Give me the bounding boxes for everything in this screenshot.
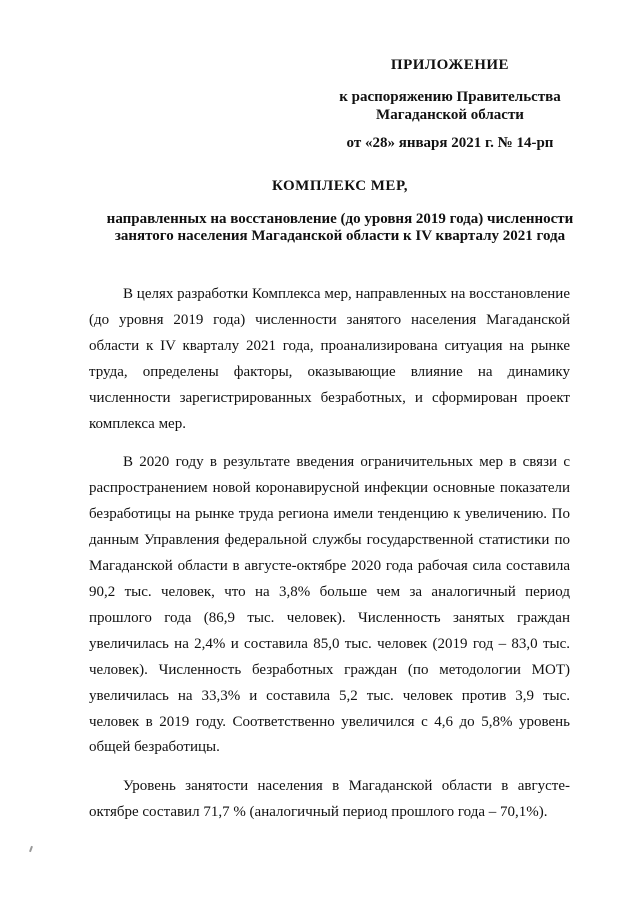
- title-line-2: занятого населения Магаданской области к IV кварталу 2021 года: [114, 228, 566, 244]
- appendix-label: ПРИЛОЖЕНИЕ: [390, 57, 510, 73]
- document-title: [60, 178, 620, 245]
- title-main: КОМПЛЕКС МЕР,: [272, 178, 408, 194]
- paragraph-3: Уровень занятости населения в Магаданской области в августе-октябре составил 71,7 % (аналогичный период прошлого года – 70,1%).: [89, 778, 570, 821]
- title-line-1: направленных на восстановление (до уровня 2019 года) численности: [106, 211, 574, 227]
- order-reference: от «28» января 2021 г. № 14-рп: [346, 135, 554, 151]
- document-body: [89, 282, 570, 839]
- header-line-2: Магаданской области: [376, 107, 524, 123]
- scan-mark: [29, 846, 33, 852]
- paragraph-1: В целях разработки Комплекса мер, направленных на восстановление (до уровня 2019 года) численности занятого населения Магаданской области к IV кварталу 2021 года, проанализирована ситуация на рынке труда, определены факторы, оказывающие влияние на динамику численности зарегистрированных безработных, и сформирован проект комплекса мер.: [89, 286, 570, 432]
- paragraph-2: В 2020 году в результате введения ограничительных мер в связи с распространением новой коронавирусной инфекции основные показатели безработицы на рынке труда региона имели тенденцию к увеличению. По данным Управления федеральной службы государственной статистики по Магаданской области в августе-октябре 2020 года рабочая сила составила 90,2 тыс. человек, что на 3,8% больше чем за аналогичный период прошлого года (86,9 тыс. человек). Численность занятых граждан увеличилась на 2,4% и составила 85,0 тыс. человек (2019 год – 83,0 тыс. человек). Численность безработных граждан (по методологии МОТ) увеличилась на 33,3% и составила 5,2 тыс. человек против 3,9 тыс. человек в 2019 году. Соответственно увеличился с 4,6 до 5,8% уровень общей безработицы.: [89, 454, 570, 756]
- header-line-1: к распоряжению Правительства: [339, 89, 561, 105]
- appendix-header: [300, 56, 600, 152]
